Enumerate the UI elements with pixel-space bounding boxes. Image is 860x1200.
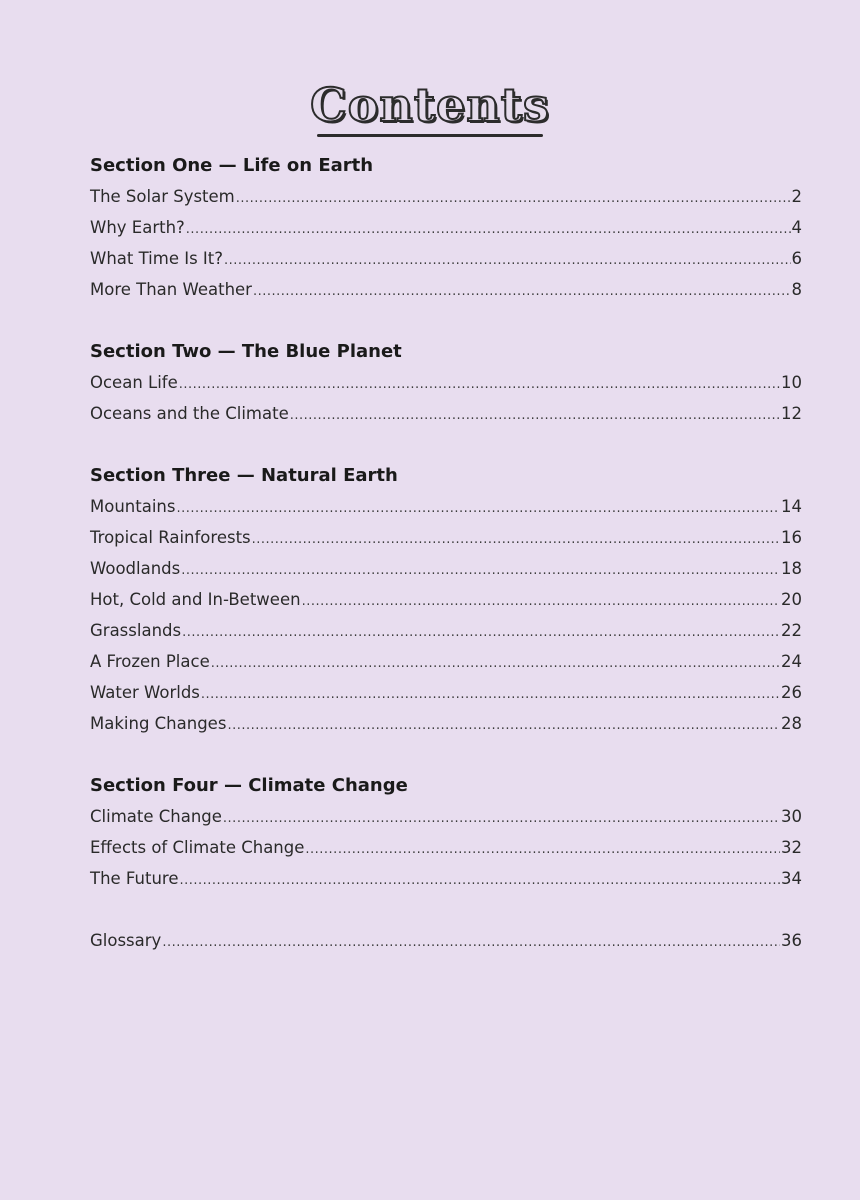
- dot-leader: [305, 834, 780, 865]
- toc-entry[interactable]: [90, 367, 802, 398]
- entry-label: Making Changes: [90, 714, 227, 733]
- entry-label: Tropical Rainforests: [90, 528, 251, 547]
- toc-entry[interactable]: [90, 615, 802, 646]
- entry-page-number: 32: [781, 838, 802, 857]
- toc-entry[interactable]: [90, 522, 802, 553]
- entry-page-number: 34: [781, 869, 802, 888]
- toc-section: [90, 770, 802, 894]
- toc-entry[interactable]: [90, 646, 802, 677]
- entry-label: What Time Is It?: [90, 249, 224, 268]
- toc-entry[interactable]: [90, 181, 802, 212]
- entry-page-number: 22: [781, 621, 802, 640]
- entry-label: Woodlands: [90, 559, 181, 578]
- toc-entry[interactable]: [90, 925, 802, 956]
- section-title: Section One — Life on Earth: [90, 155, 374, 176]
- entry-label: The Future: [90, 869, 179, 888]
- table-of-contents: [90, 150, 802, 987]
- toc-entry[interactable]: [90, 398, 802, 429]
- dot-leader: [223, 803, 780, 834]
- toc-entry[interactable]: [90, 553, 802, 584]
- toc-entry[interactable]: [90, 863, 802, 894]
- entry-label: More Than Weather: [90, 280, 252, 299]
- entry-page-number: 8: [791, 280, 802, 299]
- dot-leader: [179, 865, 780, 896]
- toc-entry[interactable]: [90, 491, 802, 522]
- entry-page-number: 12: [781, 404, 802, 423]
- dot-leader: [236, 183, 791, 214]
- entry-label: Water Worlds: [90, 683, 200, 702]
- entry-page-number: 16: [781, 528, 802, 547]
- entry-label: Climate Change: [90, 807, 222, 826]
- dot-leader: [302, 586, 780, 617]
- entry-label: Grasslands: [90, 621, 182, 640]
- dot-leader: [179, 369, 780, 400]
- entry-page-number: 14: [781, 497, 802, 516]
- toc-entry[interactable]: [90, 243, 802, 274]
- toc-entry[interactable]: [90, 708, 802, 739]
- toc-section: [90, 925, 802, 956]
- entry-page-number: 20: [781, 590, 802, 609]
- title-underline: [317, 134, 543, 137]
- dot-leader: [253, 276, 791, 307]
- entry-label: Glossary: [90, 931, 162, 950]
- entry-page-number: 30: [781, 807, 802, 826]
- entry-page-number: 2: [791, 187, 802, 206]
- dot-leader: [227, 710, 780, 741]
- section-title: Section Two — The Blue Planet: [90, 341, 402, 362]
- dot-leader: [162, 927, 780, 958]
- entry-page-number: 28: [781, 714, 802, 733]
- entry-label: A Frozen Place: [90, 652, 210, 671]
- entry-page-number: 24: [781, 652, 802, 671]
- entry-label: Effects of Climate Change: [90, 838, 305, 857]
- toc-entry[interactable]: [90, 212, 802, 243]
- entry-label: Oceans and the Climate: [90, 404, 289, 423]
- entry-label: Ocean Life: [90, 373, 178, 392]
- toc-entry[interactable]: [90, 832, 802, 863]
- toc-entry[interactable]: [90, 677, 802, 708]
- section-title: Section Four — Climate Change: [90, 775, 408, 796]
- entry-page-number: 4: [791, 218, 802, 237]
- entry-page-number: 6: [791, 249, 802, 268]
- toc-section: [90, 336, 802, 429]
- entry-label: Mountains: [90, 497, 176, 516]
- entry-label: Hot, Cold and In-Between: [90, 590, 301, 609]
- dot-leader: [176, 493, 780, 524]
- dot-leader: [201, 679, 780, 710]
- dot-leader: [290, 400, 780, 431]
- toc-section: [90, 150, 802, 305]
- entry-page-number: 36: [781, 931, 802, 950]
- entry-page-number: 26: [781, 683, 802, 702]
- toc-entry[interactable]: [90, 584, 802, 615]
- dot-leader: [181, 555, 780, 586]
- title-area: [0, 78, 860, 137]
- section-title: Section Three — Natural Earth: [90, 465, 398, 486]
- toc-entry[interactable]: [90, 801, 802, 832]
- toc-section: [90, 460, 802, 739]
- page-title: Contents: [310, 78, 550, 132]
- entry-page-number: 18: [781, 559, 802, 578]
- dot-leader: [211, 648, 780, 679]
- toc-entry[interactable]: [90, 274, 802, 305]
- dot-leader: [182, 617, 780, 648]
- entry-label: Why Earth?: [90, 218, 185, 237]
- entry-page-number: 10: [781, 373, 802, 392]
- dot-leader: [186, 214, 791, 245]
- dot-leader: [252, 524, 780, 555]
- dot-leader: [224, 245, 790, 276]
- entry-label: The Solar System: [90, 187, 235, 206]
